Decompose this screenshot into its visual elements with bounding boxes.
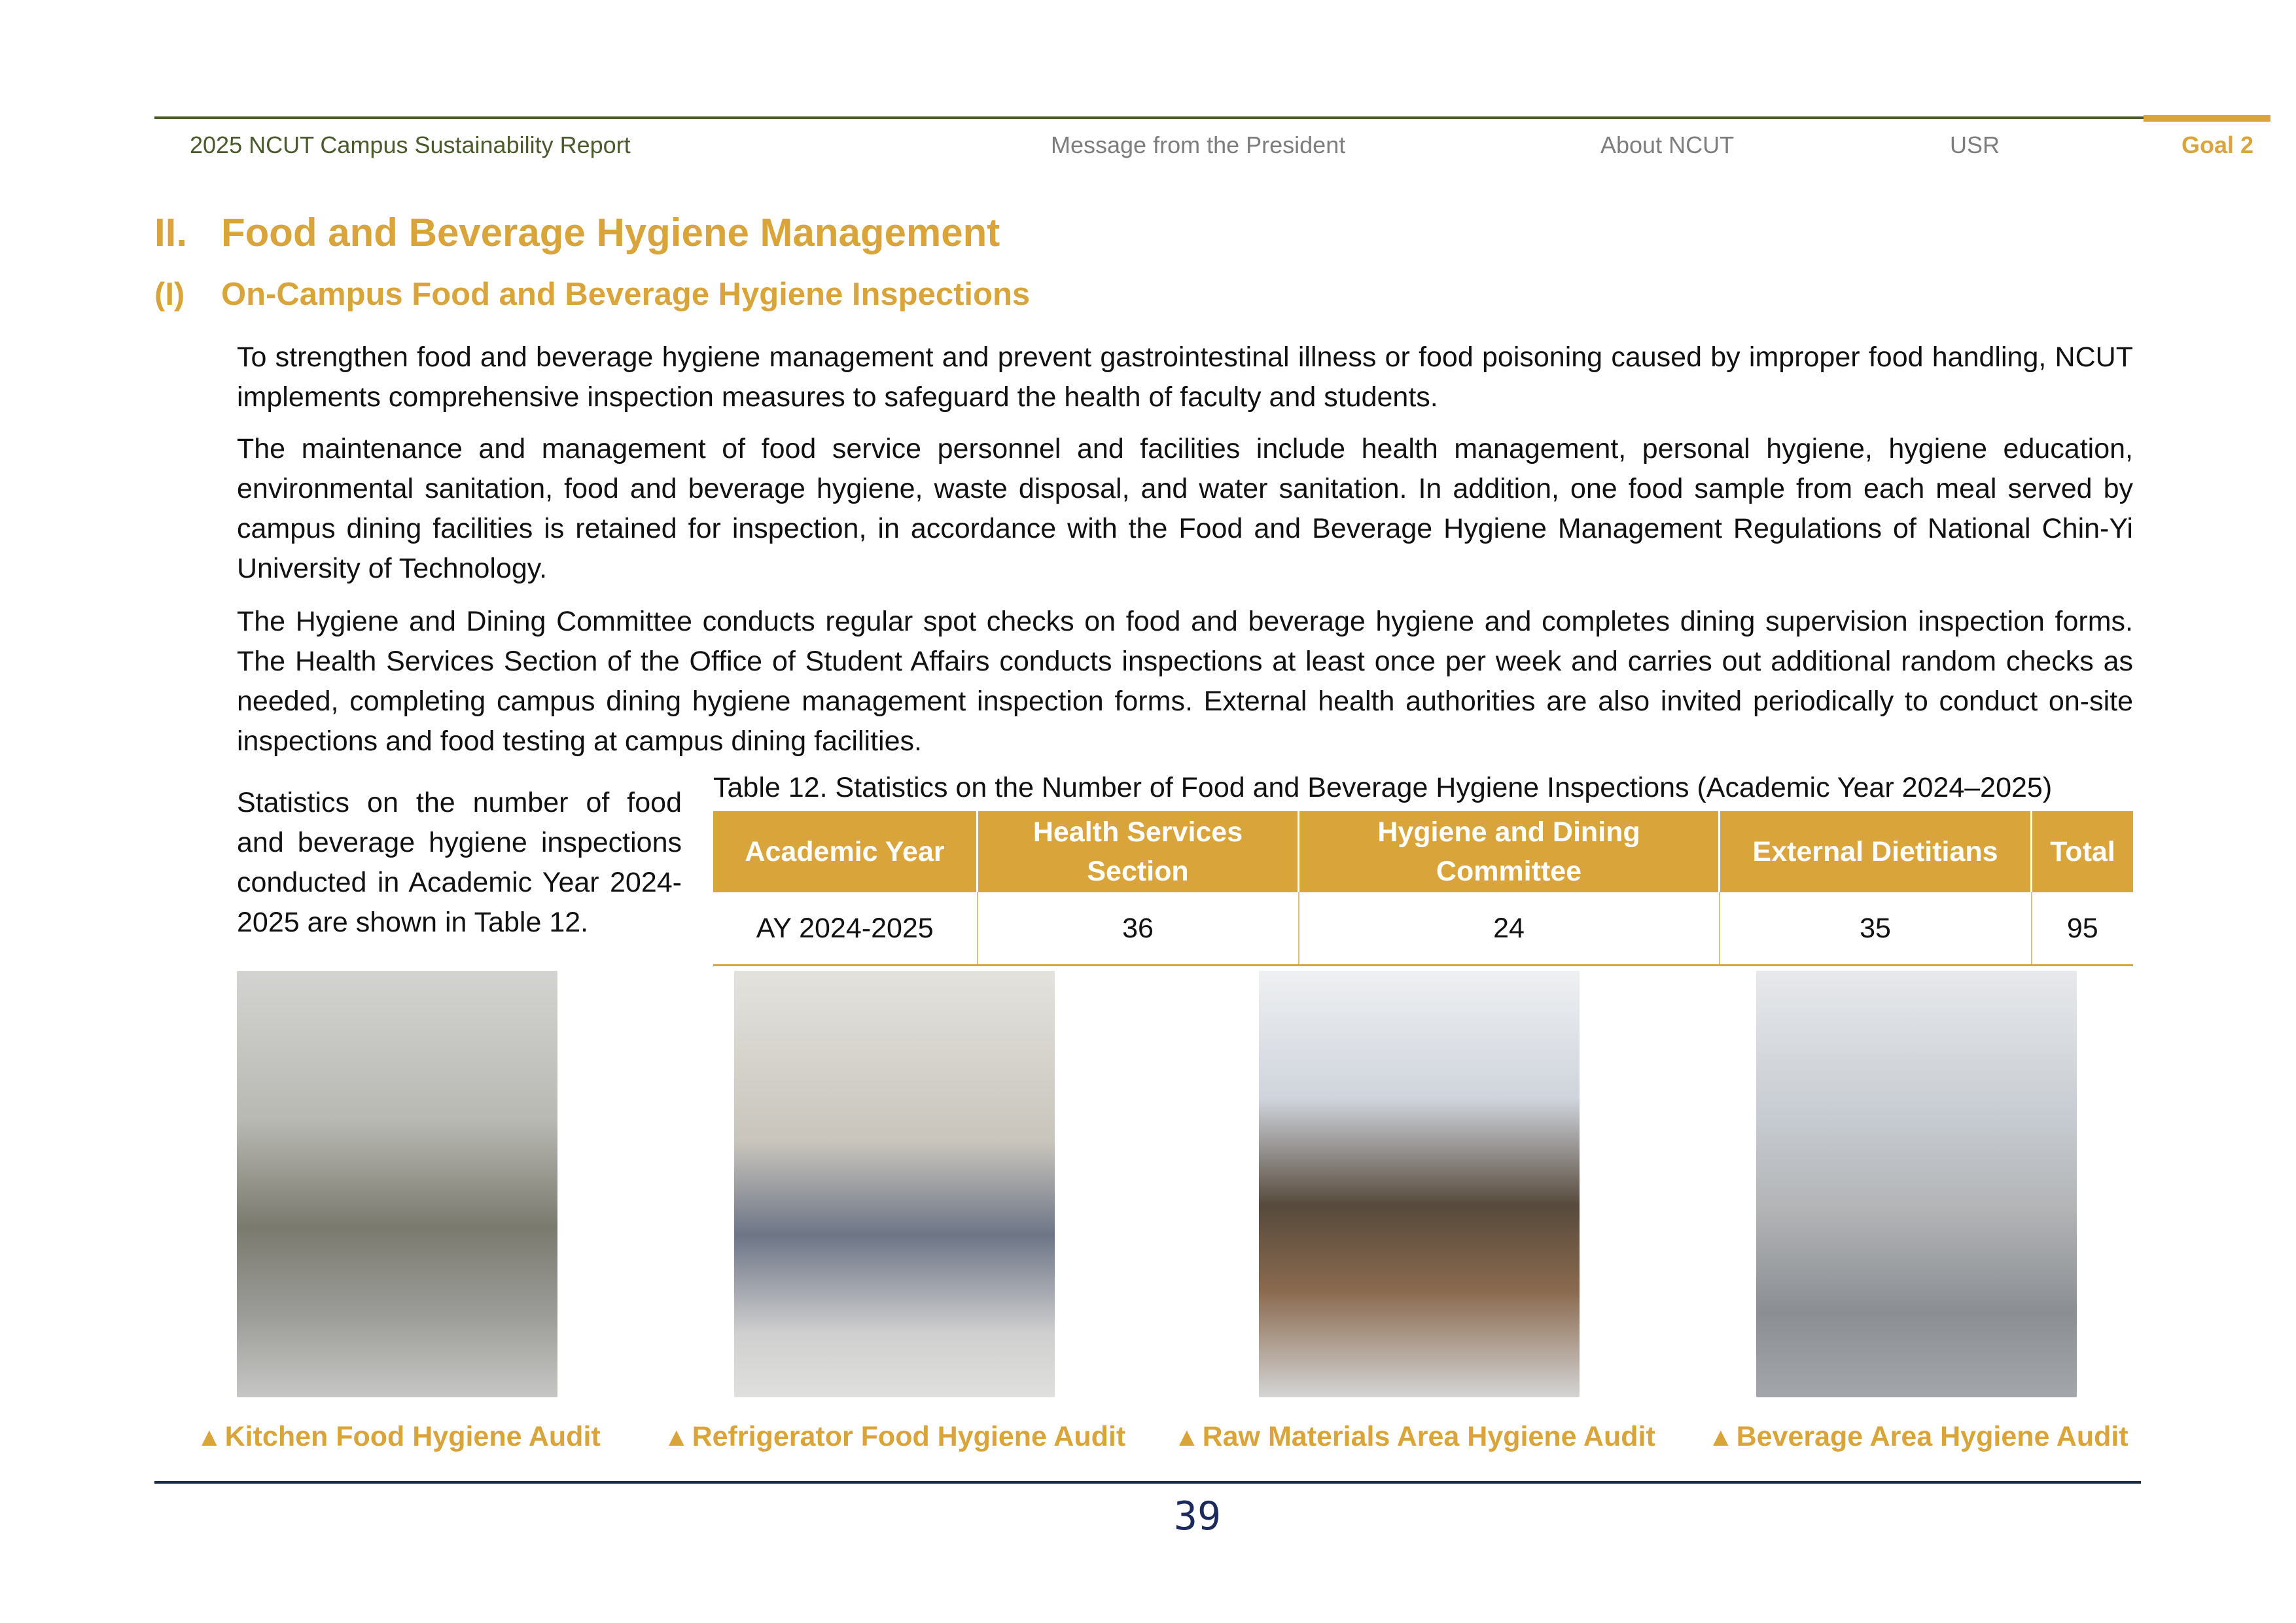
header-academic-year: Academic Year (713, 811, 978, 892)
subsection-heading (154, 273, 1030, 315)
paragraph-maintenance: The maintenance and management of food service personnel and facilities include health management, personal hygiene, hygiene education, environmental sanitation, food and beverage hygiene, waste disposal, and water sanitation. In addition, one food sample from each meal served by campus dining facilities is retained for inspection, in accordance with the Food and Beverage Hygiene Management Regulations of National Chin-Yi University of Technology. (237, 433, 2133, 584)
header-hygiene-committee: Hygiene and Dining Committee (1299, 811, 1720, 892)
triangle-icon: ▲ (663, 1423, 690, 1452)
table-caption: Table 12. Statistics on the Number of Food and Beverage Hygiene Inspections (Academic Year 2024–2025) (713, 772, 2053, 803)
cell-hygiene-committee: 24 (1299, 892, 1720, 966)
cell-external-dietitians: 35 (1720, 892, 2032, 966)
caption-text: Beverage Area Hygiene Audit (1736, 1421, 2128, 1452)
nav-usr[interactable]: USR (1950, 131, 2000, 158)
photo-beverage-area-audit (1756, 971, 2077, 1397)
footer-rule (154, 1481, 2141, 1484)
photo-caption-kitchen (196, 1418, 601, 1456)
subsection-number: (I) (154, 277, 185, 312)
report-title: 2025 NCUT Campus Sustainability Report (190, 131, 631, 158)
photo-kitchen-audit (237, 971, 557, 1397)
inspection-stats-table (713, 811, 2133, 966)
nav-goal-2[interactable]: Goal 2 (2181, 131, 2254, 158)
triangle-icon: ▲ (1708, 1423, 1734, 1452)
nav-about-ncut[interactable]: About NCUT (1600, 131, 1735, 158)
cell-health-services: 36 (978, 892, 1299, 966)
photo-caption-raw-materials (1174, 1418, 1655, 1456)
header-active-marker (2144, 115, 2270, 122)
header-health-services: Health Services Section (978, 811, 1299, 892)
page-number: 39 (1173, 1493, 1222, 1539)
cell-academic-year: AY 2024-2025 (713, 892, 978, 966)
header-external-dietitians: External Dietitians (1720, 811, 2032, 892)
triangle-icon: ▲ (1174, 1423, 1200, 1452)
section-number: II. (154, 211, 188, 254)
caption-text: Refrigerator Food Hygiene Audit (692, 1421, 1126, 1452)
table-row (713, 892, 2133, 966)
table-reference-text: Statistics on the number of food and beverage hygiene inspections conducted in Academic Year 2024-2025 are shown in Table 12. (237, 787, 682, 938)
paragraph-inspections: The Hygiene and Dining Committee conducts regular spot checks on food and beverage hygiene and completes dining supervision inspection forms. The Health Services Section of the Office of Student Affairs conducts inspections at least once per week and carries out additional random checks as needed, completing campus dining hygiene management inspection forms. External health authorities are also invited periodically to conduct on-site inspections and food testing at campus dining facilities. (237, 606, 2133, 757)
table-header-row (713, 811, 2133, 892)
cell-total: 95 (2032, 892, 2134, 966)
header-rule (154, 116, 2144, 119)
photo-raw-materials-audit (1259, 971, 1580, 1397)
nav-message-from-president[interactable]: Message from the President (1051, 131, 1346, 158)
caption-text: Raw Materials Area Hygiene Audit (1202, 1421, 1655, 1452)
subsection-title: On-Campus Food and Beverage Hygiene Inspections (221, 277, 1031, 312)
photo-caption-refrigerator (663, 1418, 1125, 1456)
caption-text: Kitchen Food Hygiene Audit (224, 1421, 601, 1452)
triangle-icon: ▲ (196, 1423, 222, 1452)
header-total: Total (2032, 811, 2134, 892)
paragraph-intro: To strengthen food and beverage hygiene management and prevent gastrointestinal illness or food poisoning caused by improper food handling, NCUT implements comprehensive inspection measures to safeguard the health of faculty and students. (237, 341, 2133, 413)
section-title: Food and Beverage Hygiene Management (221, 211, 1000, 254)
section-heading (154, 208, 1000, 258)
photo-refrigerator-audit (734, 971, 1055, 1397)
photo-caption-beverage-area (1708, 1418, 2128, 1456)
